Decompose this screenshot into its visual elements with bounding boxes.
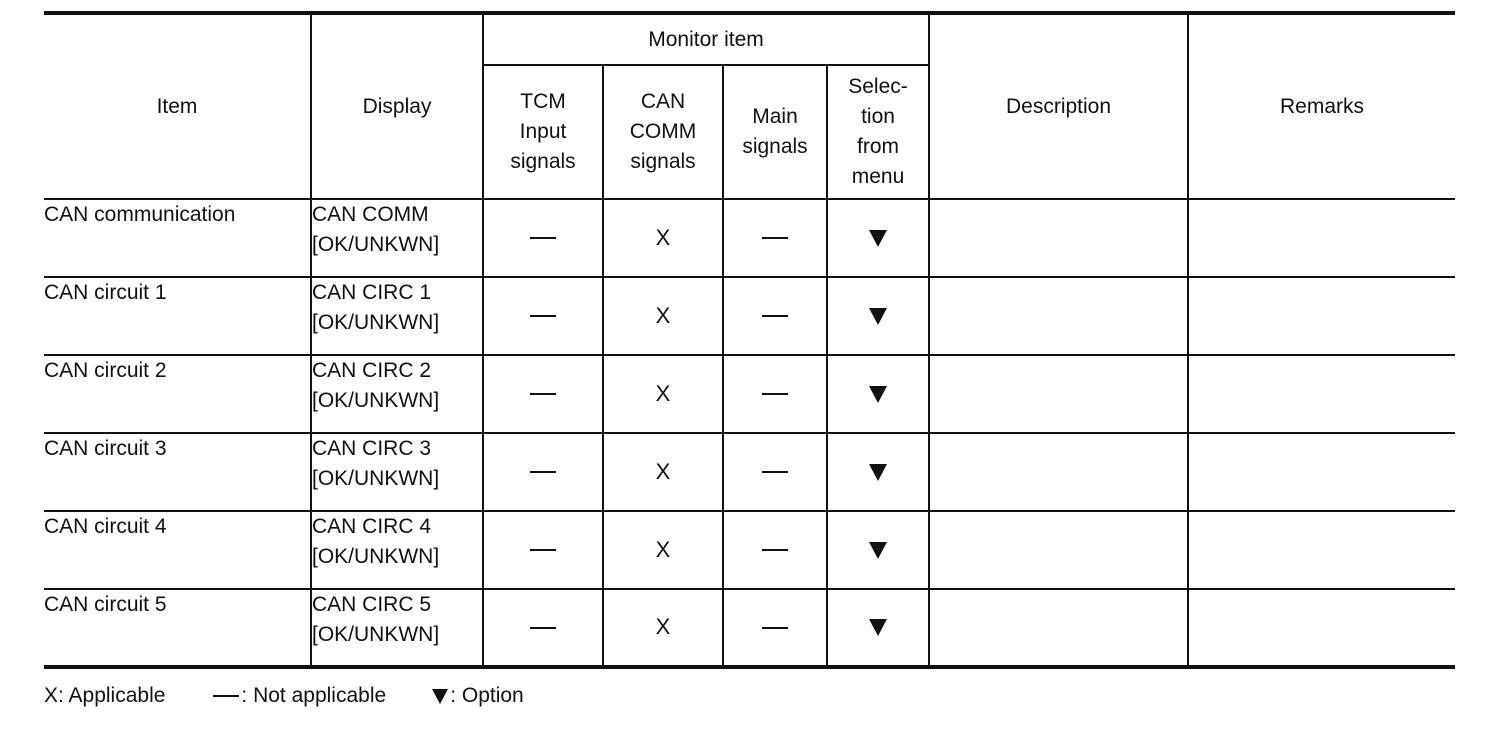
main-signals-cell [723,433,827,511]
display-cell [311,277,483,355]
display-cell [311,355,483,433]
main-signals-cell [723,199,827,277]
applicable-mark: X [655,536,671,562]
main-signals-cell [723,589,827,667]
display-line: [OK/UNKWN] [312,467,440,490]
header-description: Description [929,13,1188,199]
selection-from-menu-cell [827,433,929,511]
header-remarks: Remarks [1188,13,1455,199]
not-applicable-mark [762,315,788,317]
display-cell [311,433,483,511]
display-line: [OK/UNKWN] [312,545,440,568]
not-applicable-mark [530,549,556,551]
option-mark [869,386,887,403]
tcm-input-cell [483,277,603,355]
description-cell [929,433,1188,511]
table-row [44,355,1455,433]
display-line: CAN CIRC 2 [312,359,432,382]
description-cell [929,511,1188,589]
not-applicable-mark [530,471,556,473]
applicable-mark: X [655,614,671,639]
table-row [44,199,1455,277]
triangle-down-icon [432,689,448,704]
header-main-signals: Main signals [723,65,827,199]
item-cell: CAN circuit 2 [44,355,311,433]
tcm-input-cell [483,589,603,667]
display-line: [OK/UNKWN] [312,233,440,256]
header-tcm-input-signals: TCM Input signals [483,65,603,199]
display-cell [311,511,483,589]
display-line: [OK/UNKWN] [312,311,440,334]
remarks-cell [1188,199,1455,277]
main-signals-cell [723,277,827,355]
description-cell [929,355,1188,433]
can-comm-cell [603,355,723,433]
table-row [44,277,1455,355]
option-mark [869,619,887,636]
legend-not-applicable [211,680,386,712]
table-row [44,589,1455,667]
header-monitor-item: Monitor item [483,13,929,65]
display-cell [311,199,483,277]
selection-from-menu-cell [827,589,929,667]
tcm-input-cell [483,199,603,277]
selection-from-menu-cell [827,355,929,433]
display-line: CAN CIRC 5 [312,593,432,616]
applicable-mark: X [655,458,671,484]
not-applicable-mark [762,627,788,629]
table-row [44,433,1455,511]
can-comm-cell [603,433,723,511]
display-line: [OK/UNKWN] [312,623,440,646]
legend [44,680,524,712]
remarks-cell [1188,589,1455,667]
description-cell [929,277,1188,355]
tcm-input-cell [483,355,603,433]
not-applicable-mark [762,393,788,395]
tcm-input-cell [483,511,603,589]
not-applicable-mark [530,393,556,395]
display-line: CAN CIRC 4 [312,515,432,538]
option-mark [869,230,887,247]
display-line: CAN CIRC 3 [312,437,432,460]
legend-applicable [44,680,165,712]
display-line: CAN COMM [312,203,429,226]
selection-from-menu-cell [827,511,929,589]
can-comm-cell [603,199,723,277]
selection-from-menu-cell [827,199,929,277]
display-line: [OK/UNKWN] [312,389,440,412]
item-cell: CAN circuit 4 [44,511,311,589]
item-cell: CAN communication [44,199,311,277]
option-mark [869,464,887,481]
header-item: Item [44,13,311,199]
tcm-input-cell [483,433,603,511]
applicable-mark: X [655,380,671,406]
table-row [44,511,1455,589]
selection-from-menu-cell [827,277,929,355]
can-comm-cell [603,589,723,667]
legend-not-applicable-label: : Not applicable [241,684,387,707]
main-signals-cell [723,511,827,589]
not-applicable-mark [762,549,788,551]
description-cell [929,199,1188,277]
description-cell [929,589,1188,667]
monitor-item-table [44,11,1455,669]
option-mark [869,542,887,559]
legend-option [432,680,524,712]
applicable-mark: X [655,224,671,250]
not-applicable-mark [530,237,556,239]
display-line: CAN CIRC 1 [312,281,432,304]
dash-icon [213,695,239,697]
main-signals-cell [723,355,827,433]
can-comm-cell [603,511,723,589]
header-display: Display [311,13,483,199]
legend-applicable-label: X: Applicable [44,684,166,707]
not-applicable-mark [530,627,556,629]
can-comm-cell [603,277,723,355]
not-applicable-mark [762,471,788,473]
remarks-cell [1188,511,1455,589]
not-applicable-mark [762,237,788,239]
item-cell: CAN circuit 3 [44,433,311,511]
not-applicable-mark [530,315,556,317]
applicable-mark: X [655,302,671,328]
display-cell [311,589,483,667]
remarks-cell [1188,355,1455,433]
legend-option-label: : Option [450,684,524,707]
header-can-comm-signals: CAN COMM signals [603,65,723,199]
remarks-cell [1188,433,1455,511]
item-cell: CAN circuit 5 [44,589,311,667]
header-selection-from-menu: Selec- tion from menu [827,65,929,199]
remarks-cell [1188,277,1455,355]
item-cell: CAN circuit 1 [44,277,311,355]
option-mark [869,308,887,325]
